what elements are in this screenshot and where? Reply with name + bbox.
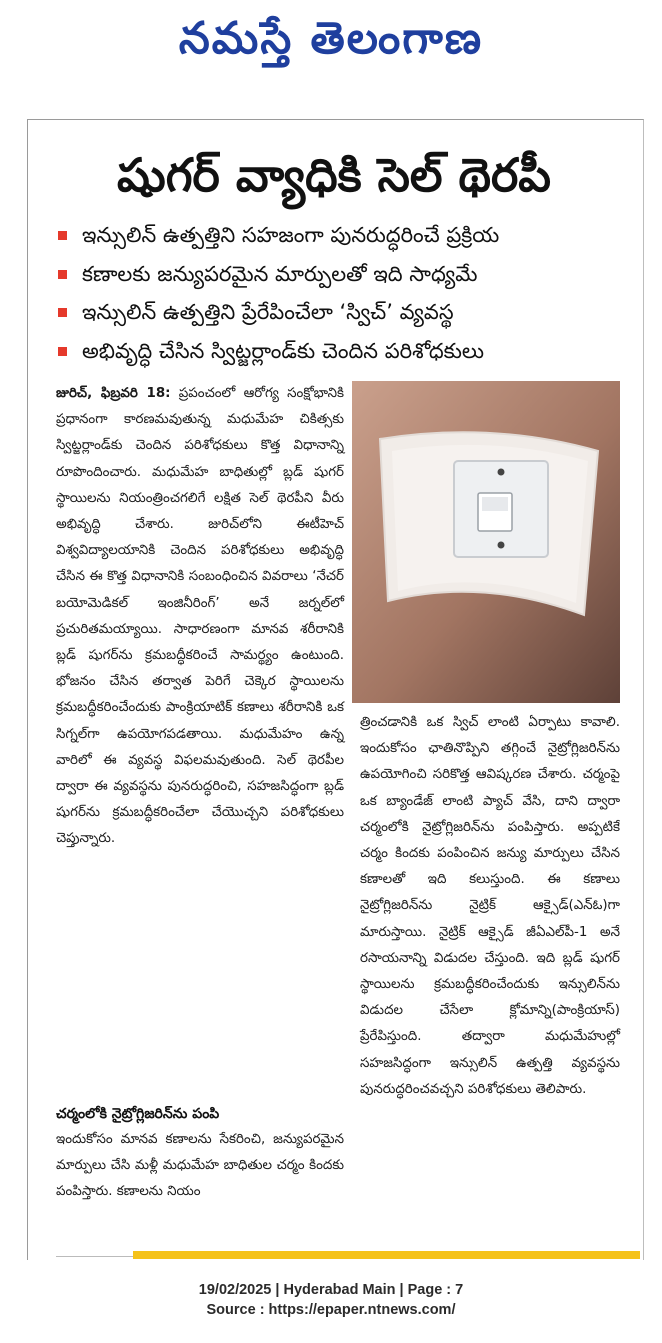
body-paragraph: జురిచ్, ఫిబ్రవరి 18: ప్రపంచంలో ఆరోగ్య సంక్షోభానికి ప్రధానంగా కారణమవుతున్న మధుమేహ చికిత్సకు స్విట్జర్లాండ్‌కు చెందిన పరిశోధకులు కొత్త విధానాన్ని రూపొందించారు. మధుమేహ బాధితుల్లో బ్లడ్ షుగర్ స్థాయిలను నియంత్రించగలిగే లక్షిత సెల్ థెరపీని వీరు అభివృద్ధి చేశారు. జురిచ్‌లోని ఈటీహెచ్ విశ్వవిద్యాలయానికి చెందిన పరిశోధకులు అభివృద్ధి చేసిన ఈ కొత్త విధానానికి సంబంధించిన వివరాలు ‘నేచర్ బయోమెడికల్ ఇంజినీరింగ్’ అనే జర్నల్‌లో ప్రచురితమయ్యాయి. సాధారణంగా మానవ శరీరానికి బ్లడ్ షుగర్‌ను క్రమబద్ధీకరించే సామర్థ్యం ఉంటుంది. భోజనం చేసిన తర్వాత పెరిగే చెక్కెర స్థాయిలను క్రమబద్ధీకరించేందుకు పాంక్రియాటిక్ కణాలు శరీరానికి ఒక సిగ్నల్‌గా ఉపయోగపడతాయి. మధుమేహం ఉన్న వారిలో ఈ వ్యవస్థ విఫలమవుతుంది. సెల్ థెరపీల ద్వారా ఈ వ్యవస్థను పునరుద్ధరించి, సహజసిద్ధంగా బ్లడ్ షుగర్‌ను క్రమబద్ధీకరించేలా చేయొచ్చని పరిశోధకులు చెప్తున్నారు. <box>56 386 344 847</box>
body-paragraph: త్రించడానికి ఒక స్విచ్ లాంటి ఏర్పాటు కావాలి. ఇందుకోసం ఛాతినొప్పిని తగ్గించే నైట్రోగ్లిజరిన్‌ను ఉపయోగించి సరికొత్త ఆవిష్కరణ చేశారు. చర్మంపై ఒక బ్యాండేజ్ లాంటి ప్యాచ్ వేసి, దాని ద్వారా చర్మంలోకి నైట్రోగ్లిజరిన్‌ను పంపిస్తారు. అప్పటికే చర్మం కిందకు పంపించిన జన్యు మార్పులు చేసిన కణాలతో ఇది కలుస్తుంది. ఈ కణాలు నైట్రోగ్లిజరిన్‌ను నైట్రిక్ ఆక్సైడ్(ఎన్ఓ)గా మారుస్తాయి. నైట్రిక్ ఆక్సైడ్ జీఏఎల్‌పీ-1 అనే రసాయనాన్ని విడుదల చేస్తుంది. ఇది బ్లడ్ షుగర్ స్థాయిలను క్రమబద్ధీకరించేందుకు ఇన్సులిన్‌ను విడుదల చేసేలా క్లోమాన్ని(పాంక్రియాస్) ప్రేరేపిస్తుంది. తద్వారా మధుమేహుల్లో సహజసిద్ధంగా ఇన్సులిన్ ఉత్పత్తి వ్యవస్థను పునరుద్ధరించవచ్చని పరిశోధకులు తెలిపారు. <box>360 715 620 1097</box>
body-paragraph: ఇందుకోసం మానవ కణాలను సేకరించి, జన్యుపరమైన మార్పులు చేసి మళ్లీ మధుమేహ బాధితుల చర్మం కిందకు పంపిస్తారు. కణాలను నియం <box>56 1132 344 1200</box>
bullet-square-icon <box>58 347 67 356</box>
bullet-square-icon <box>58 231 67 240</box>
article-headline: షుగర్ వ్యాధికి సెల్ థెరపీ <box>117 148 551 202</box>
footer-edition-info: 19/02/2025 | Hyderabad Main | Page : 7 <box>198 1282 464 1298</box>
bullet-square-icon <box>58 270 67 279</box>
bullet-square-icon <box>58 308 67 317</box>
masthead-logo: నమస్తే తెలంగాణ <box>178 13 484 64</box>
bullet-item: కణాలకు జన్యుపరమైన మార్పులతో ఇది సాధ్యమే <box>58 255 638 294</box>
dateline: జురిచ్, ఫిబ్రవరి 18: <box>56 386 171 401</box>
section-subheading: చర్మంలోకి నైట్రోగ్లిజరిన్‌ను పంపి <box>56 1106 220 1122</box>
body-column-right <box>360 710 620 1103</box>
accent-rule <box>133 1251 640 1259</box>
bullet-item: ఇన్సులిన్ ఉత్పత్తిని ప్రేరేపించేలా ‘స్విచ్’ వ్యవస్థ <box>58 293 638 332</box>
bullet-item: అభివృద్ధి చేసిన స్విట్జర్లాండ్‌కు చెందిన పరిశోధకులు <box>58 332 638 371</box>
footer-source-link[interactable]: Source : https://epaper.ntnews.com/ <box>206 1302 456 1318</box>
body-column-left-continued <box>56 1127 344 1206</box>
body-column-left <box>56 381 344 853</box>
bullet-item: ఇన్సులిన్ ఉత్పత్తిని సహజంగా పునరుద్ధరించే ప్రక్రియ <box>58 216 638 255</box>
article-photo <box>352 381 620 703</box>
skin-patch-switch-image <box>352 381 620 703</box>
highlight-bullets <box>58 216 638 370</box>
